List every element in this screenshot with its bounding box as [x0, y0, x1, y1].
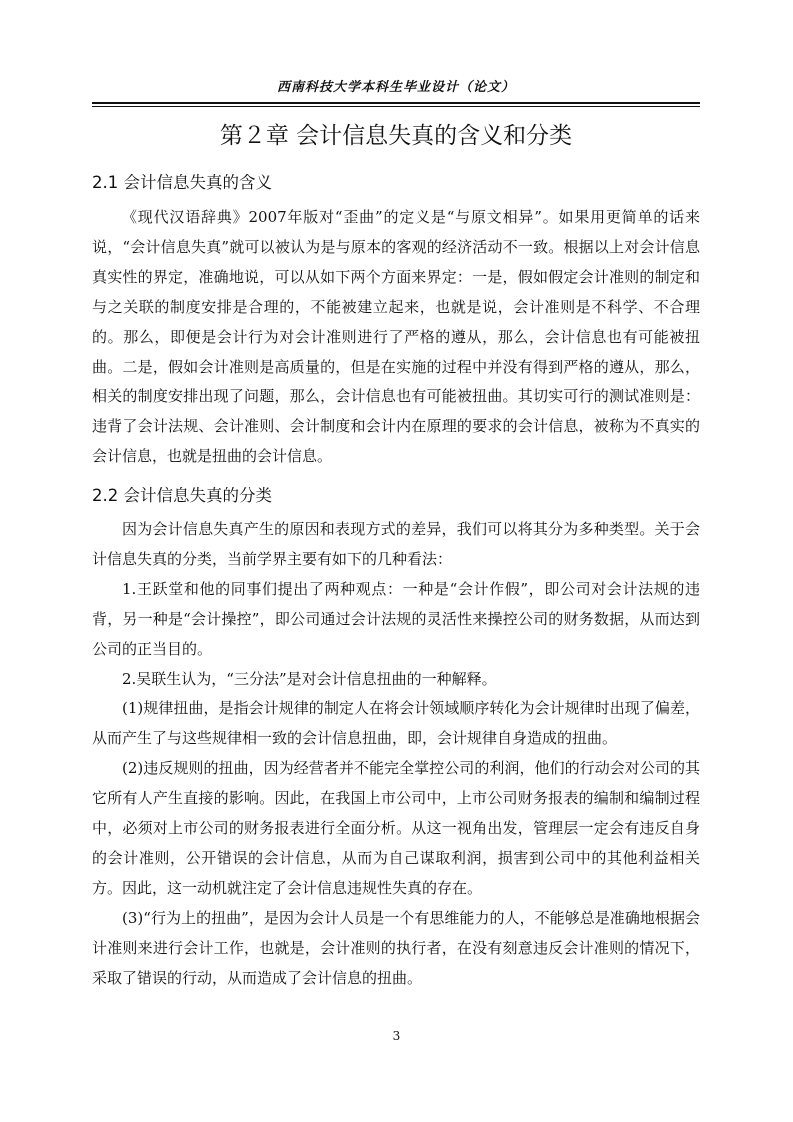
- header-rule-thin: [92, 106, 700, 107]
- page-number: 3: [392, 1029, 401, 1043]
- section-title-2-2: 2.2 会计信息失真的分类: [92, 486, 272, 505]
- paragraph: 因为会计信息失真产生的原因和表现方式的差异，我们可以将其分为多种类型。关于会计信息失真的分类，当前学界主要有如下的几种看法：: [92, 520, 700, 568]
- section-2-2-body: [92, 515, 700, 994]
- paragraph: (1)规律扭曲，是指会计规律的制定人在将会计领域顺序转化为会计规律时出现了偏差，从而产生了与这些规律相一致的会计信息扭曲，即，会计规律自身造成的扭曲。: [92, 699, 700, 748]
- paragraph: 2.吴联生认为，“三分法”是对会计信息扭曲的一种解释。: [122, 669, 497, 688]
- section-title-2-1: 2.1 会计信息失真的含义: [92, 173, 272, 192]
- header-rule: [92, 102, 700, 104]
- section-2-1-body: [92, 203, 700, 472]
- paragraph: (3)“行为上的扭曲”，是因为会计人员是一个有思维能力的人，不能够总是准确地根据会计准则来进行会计工作，也就是，会计准则的执行者，在没有刻意违反会计准则的情况下，采取了错误的行动，从而造成了会计信息的扭曲。: [92, 908, 700, 987]
- paragraph: (2)违反规则的扭曲，因为经营者并不能完全掌控公司的利润，他们的行动会对公司的其它所有人产生直接的影响。因此，在我国上市公司中，上市公司财务报表的编制和编制过程中，必须对上市公司的财务报表进行全面分析。从这一视角出发，管理层一定会有违反自身的会计准则，公开错误的会计信息，从而为自己谋取利润，损害到公司中的其他利益相关方。因此，这一动机就注定了会计信息违规性失真的存在。: [92, 759, 700, 897]
- running-header: 西南科技大学本科生毕业设计（论文）: [276, 80, 515, 95]
- paragraph: 1.王跃堂和他的同事们提出了两种观点：一种是“会计作假”，即公司对会计法规的违背，另一种是“会计操控”，即公司通过会计法规的灵活性来操控公司的财务数据，从而达到公司的正当目的。: [92, 579, 700, 658]
- chapter-title: 第２章 会计信息失真的含义和分类: [219, 123, 573, 149]
- paragraph: 《现代汉语辞典》2007年版对“歪曲”的定义是“与原文相异”。如果用更简单的话来说，“会计信息失真”就可以被认为是与原本的客观的经济活动不一致。根据以上对会计信息真实性的界定，准确地说，可以从如下两个方面来界定：一是，假如假定会计准则的制定和与之关联的制度安排是合理的，不能被建立起来，也就是说，会计准则是不科学、不合理的。那么，即便是会计行为对会计准则进行了严格的遵从，那么，会计信息也有可能被扭曲。二是，假如会计准则是高质量的，但是在实施的过程中并没有得到严格的遵从，那么，相关的制度安排出现了问题，那么，会计信息也有可能被扭曲。其切实可行的测试准则是：违背了会计法规、会计准则、会计制度和会计内在原理的要求的会计信息，被称为不真实的会计信息，也就是扭曲的会计信息。: [92, 208, 700, 466]
